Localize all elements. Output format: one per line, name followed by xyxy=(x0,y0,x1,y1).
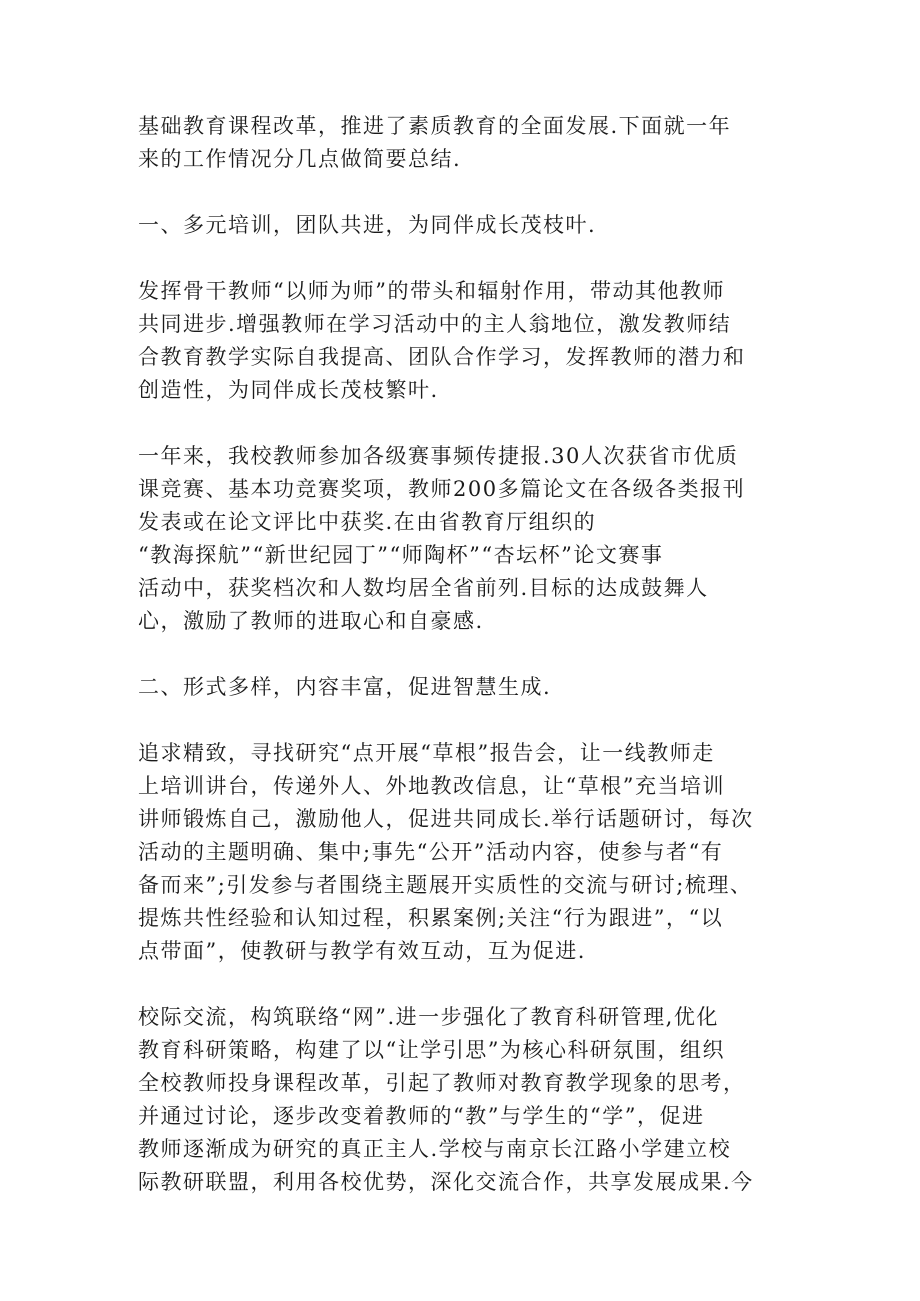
text-line: 创造性，为同伴成长茂枝繁叶. xyxy=(138,378,439,402)
text-line: 基础教育课程改革，推进了素质教育的全面发展.下面就一年 xyxy=(138,114,732,138)
paragraph-inter-school xyxy=(138,1001,788,1199)
text-line: 课竞赛、基本功竞赛奖项，教师200多篇论文在各级各类报刊 xyxy=(138,477,746,501)
text-line: 心，激励了教师的进取心和自豪感. xyxy=(138,609,484,633)
text-line: 共同进步.增强教师在学习活动中的主人翁地位，激发教师结 xyxy=(138,312,732,336)
paragraph-grassroots xyxy=(138,737,788,968)
text-line: 讲师锻炼自己，激励他人，促进共同成长.举行话题研讨，每次 xyxy=(138,807,754,831)
text-line: 教育科研策略，构建了以“让学引思”为核心科研氛围，组织 xyxy=(138,1038,725,1062)
text-line: 点带面”，使教研与教学有效互动，互为促进. xyxy=(138,939,586,963)
text-line: 活动的主题明确、集中;事先“公开”活动内容，使参与者“有 xyxy=(138,840,724,864)
text-line: 一、多元培训，团队共进，为同伴成长茂枝叶. xyxy=(138,213,597,237)
text-line: 发表或在论文评比中获奖.在由省教育厅组织的 xyxy=(138,510,597,534)
paragraph-backbone-teachers xyxy=(138,275,788,407)
paragraph-intro xyxy=(138,110,788,176)
text-line: 全校教师投身课程改革，引起了教师对教育教学现象的思考， xyxy=(138,1071,746,1095)
text-line: 校际交流，构筑联络“网”.进一步强化了教育科研管理,优化 xyxy=(138,1005,719,1029)
text-line: 二、形式多样，内容丰富，促进智慧生成. xyxy=(138,675,552,699)
text-line: “教海探航”“新世纪园丁”“师陶杯”“杏坛杯”论文赛事 xyxy=(138,543,664,567)
text-line: 上培训讲台，传递外人、外地教改信息，让“草根”充当培训 xyxy=(138,774,725,798)
text-line: 来的工作情况分几点做简要总结. xyxy=(138,147,462,171)
text-line: 教师逐渐成为研究的真正主人.学校与南京长江路小学建立校 xyxy=(138,1137,732,1161)
paragraph-awards xyxy=(138,440,788,638)
text-line: 一年来，我校教师参加各级赛事频传捷报.30人次获省市优质 xyxy=(138,444,739,468)
section-heading-1 xyxy=(138,209,788,242)
text-line: 活动中，获奖档次和人数均居全省前列.目标的达成鼓舞人 xyxy=(138,576,709,600)
document-body xyxy=(138,110,788,1232)
text-line: 并通过讨论，逐步改变着教师的“教”与学生的“学”，促进 xyxy=(138,1104,705,1128)
section-heading-2 xyxy=(138,671,788,704)
text-line: 际教研联盟，利用各校优势，深化交流合作，共享发展成果.今 xyxy=(138,1170,754,1194)
text-line: 备而来”;引发参与者围绕主题展开实质性的交流与研讨;梳理、 xyxy=(138,873,753,897)
text-line: 发挥骨干教师“以师为师”的带头和辐射作用，带动其他教师 xyxy=(138,279,725,303)
text-line: 追求精致，寻找研究“点开展“草根”报告会，让一线教师走 xyxy=(138,741,715,765)
text-line: 提炼共性经验和认知过程，积累案例;关注“行为跟进”，“以 xyxy=(138,906,724,930)
text-line: 合教育教学实际自我提高、团队合作学习，发挥教师的潜力和 xyxy=(138,345,746,369)
